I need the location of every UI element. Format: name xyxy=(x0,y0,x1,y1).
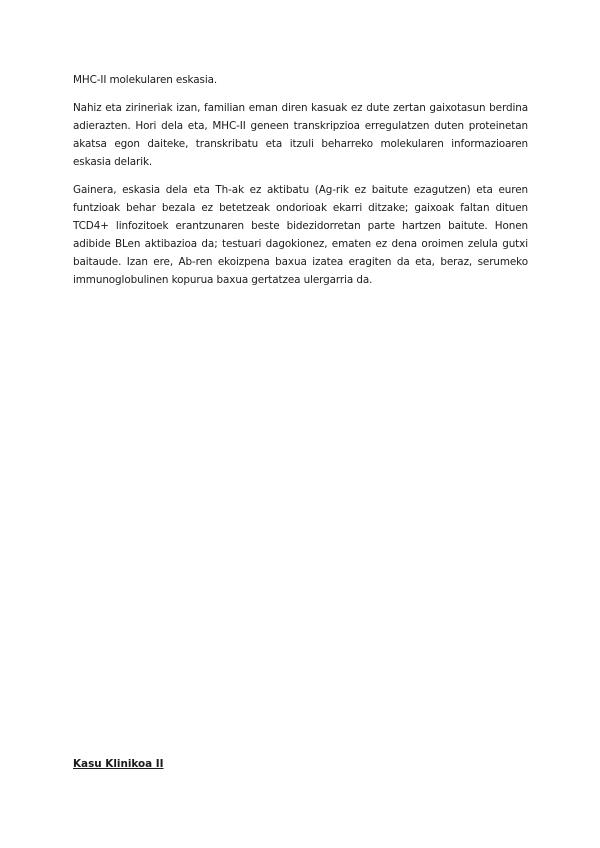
section-heading: Kasu Klinikoa II xyxy=(73,758,164,770)
paragraph-family-cases: Nahiz eta zirineriak izan, familian eman diren kasuak ez dute zertan gaixotasun berdina adierazten. Hori dela eta, MHC-II geneen transkripzioa erregulatzen duten proteinetan akatsa egon daiteke, transkribatu eta itzuli beharreko molekularen informazioaren eskasia delarik. xyxy=(73,102,528,168)
paragraph-th-activation: Gainera, eskasia dela eta Th-ak ez aktibatu (Ag-rik ez baitute ezagutzen) eta euren funtzioak behar bezala ez betetzeak ondorioak ekarri ditzake; gaixoak faltan dituen TCD4+ linfozitoek erantzunaren beste bidezidorretan parte hartzen baitute. Honen adibide BLen aktibazioa da; testuari dagokionez, ematen ez dena oroimen zelula gutxi baitaude. Izan ere, Ab-ren ekoizpena baxua izatea eragiten da eta, beraz, serumeko immunoglobulinen kopurua baxua gertatzea ulergarria da. xyxy=(73,184,528,286)
paragraph-mhc-ii-deficiency: MHC-II molekularen eskasia. xyxy=(73,74,218,86)
